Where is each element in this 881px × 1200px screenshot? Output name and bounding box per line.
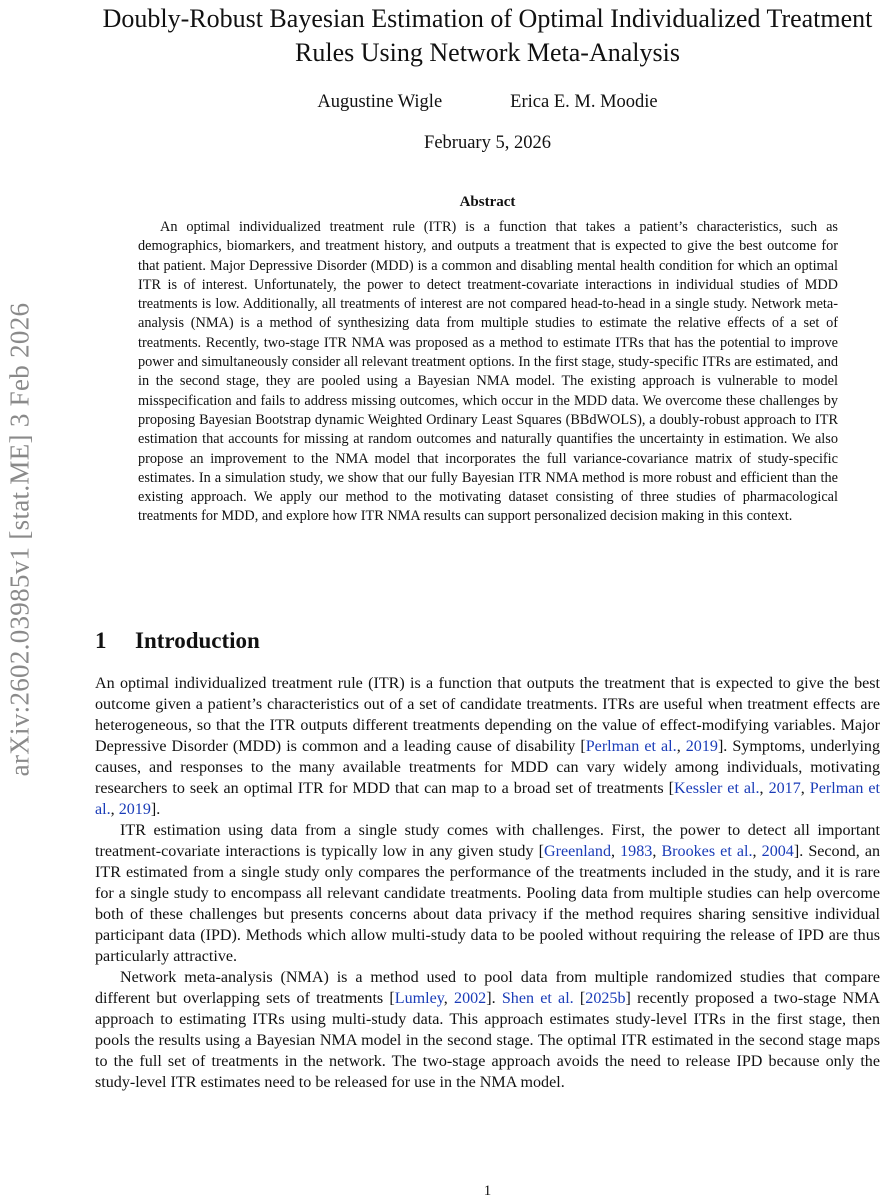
body-text-run: An optimal individualized treatment rule (ITR) is a function that outputs the treatment that is expected to give the best outcome given a patient’s characteristics out of a set of candidate treatments. ITRs are useful when treatment effects are heterogeneous, so that the ITR outputs different treatments depending on the value of effect-modifying variables. Major Depressive Disorder (MDD) is common and a leading cause of disability [ — [95, 675, 880, 755]
body-text-run: , — [676, 738, 686, 755]
body-text-run: ] recently proposed a two-stage NMA approach to estimating ITRs using multi-study data. This approach estimates study-level ITRs in the first stage, then pools the results using a Bayesian NMA model in the second stage. The optimal ITR estimated in the second stage maps to the full set of treatments in the network. The two-stage approach avoids the need to release IPD because only the study-level ITR estimates need to be released for use in the NMA model. — [95, 990, 881, 1091]
body-text-run: , — [110, 801, 119, 818]
body-text-run: ]. Symptoms, underlying causes, and responses to the many available treatments for MDD can vary widely among individuals, motivating researchers to seek an optimal ITR for MDD that can map to a broad set of treatments [ — [95, 738, 881, 797]
body-text-run: Network meta-analysis (NMA) is a method used to pool data from multiple randomized studies that compare different but overlapping sets of treatments [ — [95, 969, 880, 1007]
page-number: 1 — [483, 1183, 492, 1199]
introduction-body — [95, 673, 880, 1093]
citation-link[interactable]: 2019 — [118, 801, 151, 818]
body-text-run: , — [759, 780, 769, 797]
body-text-run: , — [443, 990, 455, 1007]
arxiv-identifier-text: arXiv:2602.03985v1 [stat.ME] 3 Feb 2026 — [4, 302, 35, 777]
citation-link[interactable]: 2017 — [768, 780, 801, 797]
body-text-run: , — [800, 780, 810, 797]
citation-link[interactable]: 2004 — [761, 843, 794, 860]
body-paragraph — [95, 820, 880, 967]
paper-title: Doubly-Robust Bayesian Estimation of Optimal Individualized Treatment Rules Using Network Meta-Analysis — [102, 4, 873, 67]
body-text-run: ]. — [150, 801, 161, 818]
citation-link[interactable]: Greenland — [543, 843, 611, 860]
citation-link[interactable]: 2002 — [454, 990, 487, 1007]
body-text-run: , — [752, 843, 762, 860]
abstract-heading: Abstract — [459, 194, 516, 210]
citation-link[interactable]: Shen et al. — [501, 990, 574, 1007]
section-title: Introduction — [135, 628, 260, 653]
author-list — [95, 92, 880, 113]
body-text-run: [ — [573, 990, 586, 1007]
citation-link[interactable]: Perlman et al. — [585, 738, 677, 755]
publication-date: February 5, 2026 — [424, 133, 551, 153]
section-heading — [95, 628, 260, 654]
body-text-run: ]. Second, an ITR estimated from a single study only compares the performance of the treatments included in the study, and it is rare for a single study to encompass all relevant candidate treatments. Pooling data from multiple studies can help overcome both of these challenges but presents concerns about data privacy if the method requires sharing sensitive individual participant data (IPD). Methods which allow multi-study data to be pooled without requiring the release of IPD are thus particularly attractive. — [95, 843, 881, 965]
citation-link[interactable]: Kessler et al. — [674, 780, 760, 797]
citation-link[interactable]: 2025b — [585, 990, 626, 1007]
citation-link[interactable]: Perlman et al. — [95, 780, 881, 818]
body-text-run: , — [652, 843, 662, 860]
author-name: Augustine Wigle — [317, 92, 443, 112]
citation-link[interactable]: Brookes et al. — [661, 843, 753, 860]
citation-link[interactable]: 1983 — [620, 843, 653, 860]
body-text-run: , — [611, 843, 621, 860]
body-text-run: ITR estimation using data from a single study comes with challenges. First, the power to detect all important treatment-covariate interactions is typically low in any given study [ — [95, 822, 880, 860]
section-number: 1 — [95, 628, 107, 653]
citation-link[interactable]: 2019 — [685, 738, 718, 755]
abstract-text: An optimal individualized treatment rule (ITR) is a function that takes a patient’s characteristics, such as demographics, biomarkers, and treatment history, and outputs a treatment that is expected to give the best outcome for that patient. Major Depressive Disorder (MDD) is a common and disabling mental health condition for which an optimal ITR is of interest. Unfortunately, the power to detect treatment-covariate interactions in individual studies of MDD treatments is low. Additionally, all treatments of interest are not compared head-to-head in a single study. Network meta-analysis (NMA) is a method of synthesizing data from multiple studies to estimate the relative effects of a set of treatments. Recently, two-stage ITR NMA was proposed as a method to estimate ITRs that has the potential to improve power and simultaneously consider all relevant treatment options. In the first stage, study-specific ITRs are estimated, and in the second stage, they are pooled using a Bayesian NMA model. The existing approach is vulnerable to model misspecification and fails to address missing outcomes, which occur in the MDD data. We overcome these challenges by proposing Bayesian Bootstrap dynamic Weighted Ordinary Least Squares (BBdWOLS), a doubly-robust approach to ITR estimation that accounts for missing at random outcomes and naturally quantifies the uncertainty in estimation. We also propose an improvement to the NMA model that incorporates the full variance-covariance matrix of study-specific estimates. In a simulation study, we show that our fully Bayesian ITR NMA method is more robust and efficient than the existing approach. We apply our method to the motivating dataset consisting of three studies of pharmacological treatments for MDD, and explore how ITR NMA results can support personalized decision making in this context. — [138, 219, 838, 525]
body-paragraph — [95, 967, 880, 1093]
arxiv-identifier-stamp — [0, 232, 40, 847]
body-text-run: ]. — [486, 990, 502, 1007]
citation-link[interactable]: Lumley — [394, 990, 444, 1007]
body-paragraph — [95, 673, 880, 820]
author-name: Erica E. M. Moodie — [510, 92, 658, 112]
